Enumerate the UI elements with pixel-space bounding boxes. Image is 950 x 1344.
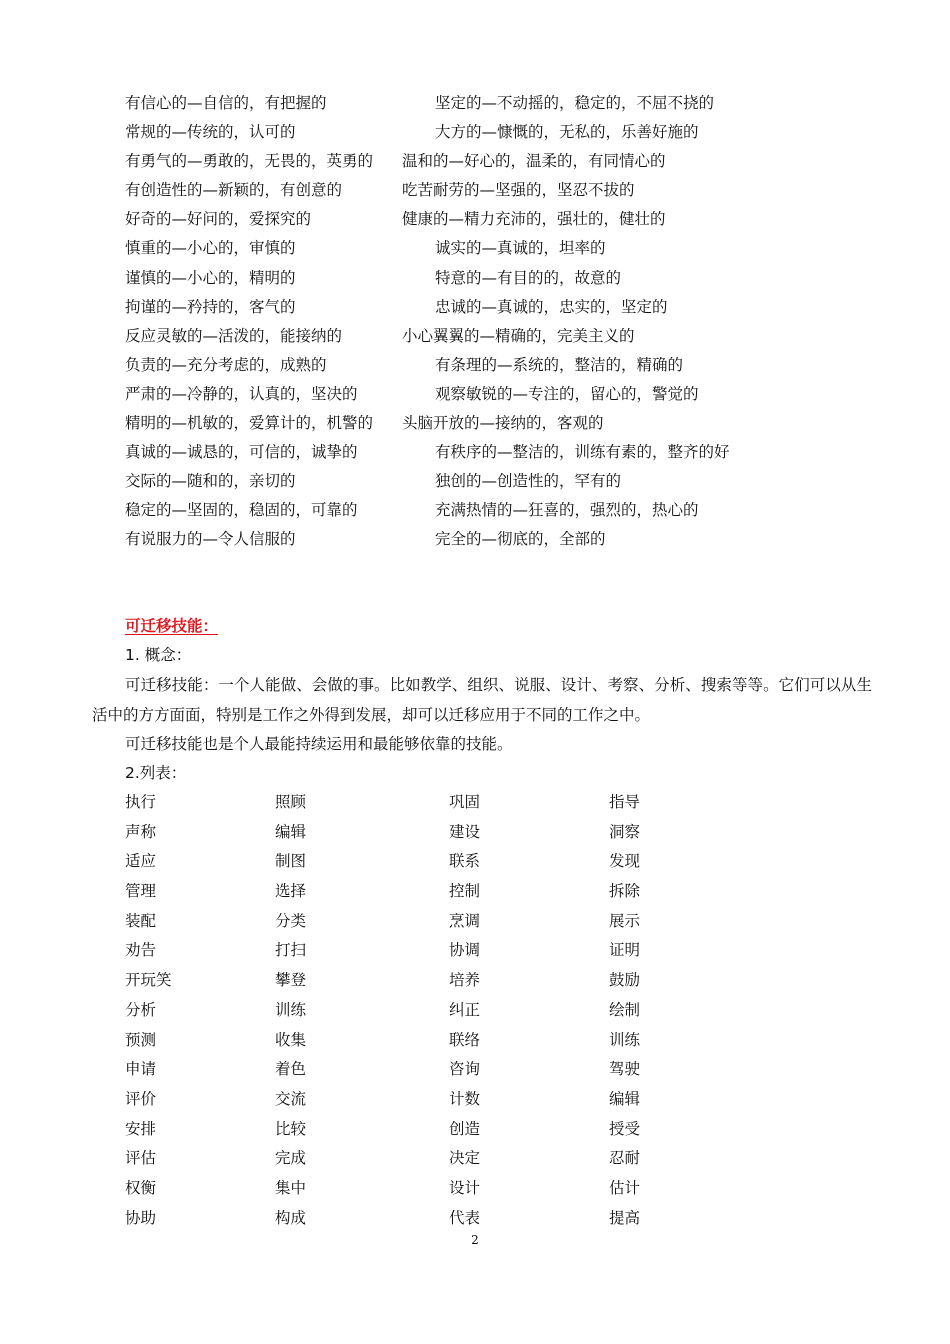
skill-row <box>125 907 725 937</box>
trait-right-text: 头脑开放的—接纳的，客观的 <box>402 414 604 433</box>
trait-right-text: 吃苦耐劳的—坚强的，坚忍不拔的 <box>402 181 635 200</box>
trait-row <box>125 264 845 293</box>
skill-cell: 完成 <box>275 1149 307 1168</box>
skill-cell: 绘制 <box>609 1000 641 1019</box>
trait-right-text: 充满热情的—狂喜的，强烈的，热心的 <box>435 501 699 520</box>
skill-cell: 执行 <box>125 793 157 811</box>
skill-cell: 协助 <box>125 1208 157 1227</box>
skill-cell: 构成 <box>275 1208 307 1227</box>
trait-left-text: 拘谨的—矜持的，客气的 <box>125 297 296 316</box>
skill-cell: 收集 <box>275 1030 307 1049</box>
skill-row <box>125 1204 725 1234</box>
skill-cell: 攀登 <box>275 971 307 990</box>
trait-left-text: 慎重的—小心的，审慎的 <box>125 239 296 258</box>
skill-cell: 管理 <box>125 882 157 901</box>
trait-right-text: 坚定的—不动摇的，稳定的，不屈不挠的 <box>435 94 715 112</box>
skill-cell: 比较 <box>275 1119 307 1138</box>
skill-cell: 联络 <box>449 1030 481 1049</box>
skill-cell: 开玩笑 <box>125 971 172 990</box>
skill-row <box>125 996 725 1026</box>
trait-left-text: 负责的—充分考虑的，成熟的 <box>125 355 327 374</box>
trait-right-text: 特意的—有目的的，故意的 <box>435 268 622 287</box>
skill-cell: 忍耐 <box>609 1149 641 1168</box>
skill-cell: 设计 <box>449 1178 481 1197</box>
skill-cell: 着色 <box>275 1060 307 1079</box>
trait-row <box>125 438 845 467</box>
skill-cell: 选择 <box>275 882 307 901</box>
traits-list <box>125 89 845 555</box>
skill-row <box>125 1055 725 1085</box>
skill-cell: 评价 <box>125 1089 157 1108</box>
skill-cell: 打扫 <box>275 941 307 960</box>
skill-cell: 编辑 <box>275 822 307 841</box>
skill-row <box>125 877 725 907</box>
skill-cell: 洞察 <box>609 822 641 841</box>
skill-cell: 培养 <box>449 971 481 990</box>
skill-cell: 展示 <box>609 911 641 930</box>
skill-row <box>125 1085 725 1115</box>
trait-row <box>125 496 845 525</box>
trait-row <box>125 118 845 147</box>
skill-cell: 制图 <box>275 852 307 871</box>
skill-cell: 授受 <box>609 1119 641 1138</box>
skill-row <box>125 1174 725 1204</box>
trait-row <box>125 409 845 438</box>
trait-left-text: 精明的—机敏的，爱算计的，机警的 <box>125 414 374 433</box>
skill-cell: 鼓励 <box>609 971 641 990</box>
skill-cell: 安排 <box>125 1119 157 1138</box>
trait-left-text: 有信心的—自信的，有把握的 <box>125 94 327 112</box>
trait-left-text: 交际的—随和的，亲切的 <box>125 472 296 491</box>
trait-left-text: 有创造性的—新颖的，有创意的 <box>125 181 343 200</box>
skill-cell: 编辑 <box>609 1089 641 1108</box>
skill-row <box>125 936 725 966</box>
skill-cell: 评估 <box>125 1149 157 1168</box>
trait-row <box>125 176 845 205</box>
skill-cell: 巩固 <box>449 793 481 811</box>
skill-row <box>125 818 725 848</box>
skill-cell: 估计 <box>609 1178 641 1197</box>
skill-cell: 纠正 <box>449 1000 481 1019</box>
skill-row <box>125 966 725 996</box>
concept-paragraph: 可迁移技能：一个人能做、会做的事。比如教学、组织、说服、设计、考察、分析、搜索等等。它们可以从生活中的方方面面，特别是工作之外得到发展，却可以迁移应用于不同的工作之中。 <box>92 676 872 724</box>
trait-row <box>125 293 845 322</box>
skill-cell: 申请 <box>125 1060 157 1079</box>
skill-cell: 分类 <box>275 911 307 930</box>
skill-cell: 劝告 <box>125 941 157 960</box>
trait-left-text: 谨慎的—小心的，精明的 <box>125 268 296 287</box>
skill-cell: 拆除 <box>609 882 641 901</box>
skill-cell: 建设 <box>449 822 481 841</box>
trait-row <box>125 322 845 351</box>
skill-cell: 分析 <box>125 1000 157 1019</box>
skill-cell: 创造 <box>449 1119 481 1138</box>
skill-cell: 装配 <box>125 911 157 930</box>
skill-cell: 烹调 <box>449 911 481 930</box>
trait-left-text: 常规的—传统的，认可的 <box>125 123 296 142</box>
trait-left-text: 真诚的—诚恳的，可信的，诚挚的 <box>125 443 358 462</box>
skill-cell: 联系 <box>449 852 481 871</box>
trait-row <box>125 525 845 554</box>
trait-right-text: 有条理的—系统的，整洁的，精确的 <box>435 355 684 374</box>
page-number: 2 <box>471 1233 479 1247</box>
trait-right-text: 健康的—精力充沛的，强壮的，健壮的 <box>402 210 666 229</box>
trait-right-text: 大方的—慷慨的，无私的，乐善好施的 <box>435 123 699 142</box>
skill-cell: 声称 <box>125 822 157 841</box>
skill-row <box>125 1144 725 1174</box>
skill-cell: 控制 <box>449 882 481 901</box>
concept-label: 1. 概念： <box>125 646 192 664</box>
skill-row <box>125 1026 725 1056</box>
list-label: 2.列表： <box>125 764 187 782</box>
concept-paragraph-2: 可迁移技能也是个人最能持续运用和最能够依靠的技能。 <box>125 735 513 753</box>
trait-left-text: 稳定的—坚固的，稳固的，可靠的 <box>125 501 358 520</box>
skill-cell: 集中 <box>275 1178 307 1197</box>
skill-cell: 驾驶 <box>609 1060 641 1079</box>
skill-cell: 训练 <box>609 1030 641 1049</box>
skill-cell: 提高 <box>609 1208 641 1227</box>
trait-left-text: 反应灵敏的—活泼的，能接纳的 <box>125 326 343 345</box>
skill-row <box>125 788 725 818</box>
skill-cell: 照顾 <box>275 793 307 811</box>
trait-right-text: 观察敏锐的—专注的，留心的，警觉的 <box>435 384 699 403</box>
trait-right-text: 诚实的—真诚的，坦率的 <box>435 239 606 258</box>
trait-right-text: 有秩序的—整洁的，训练有素的，整齐的好 <box>435 443 730 462</box>
trait-left-text: 有勇气的—勇敢的，无畏的，英勇的 <box>125 152 374 171</box>
skill-row <box>125 847 725 877</box>
trait-right-text: 小心翼翼的—精确的，完美主义的 <box>402 326 635 345</box>
skill-cell: 代表 <box>449 1208 481 1227</box>
skill-cell: 计数 <box>449 1089 481 1108</box>
skill-cell: 协调 <box>449 941 481 960</box>
skill-cell: 训练 <box>275 1000 307 1019</box>
skill-cell: 咨询 <box>449 1060 481 1079</box>
skill-cell: 发现 <box>609 852 641 871</box>
trait-row <box>125 147 845 176</box>
skill-cell: 预测 <box>125 1030 157 1049</box>
trait-row <box>125 351 845 380</box>
skill-cell: 决定 <box>449 1149 481 1168</box>
skill-row <box>125 1115 725 1145</box>
trait-row <box>125 234 845 263</box>
trait-right-text: 忠诚的—真诚的，忠实的，坚定的 <box>435 297 668 316</box>
trait-row <box>125 205 845 234</box>
section-heading: 可迁移技能： <box>125 617 219 635</box>
trait-right-text: 独创的—创造性的，罕有的 <box>435 472 622 491</box>
trait-row <box>125 89 845 118</box>
skill-cell: 指导 <box>609 793 641 811</box>
trait-left-text: 好奇的—好问的，爱探究的 <box>125 210 312 229</box>
skill-cell: 适应 <box>125 852 157 871</box>
trait-row <box>125 467 845 496</box>
skill-cell: 证明 <box>609 941 641 960</box>
trait-row <box>125 380 845 409</box>
trait-left-text: 严肃的—冷静的，认真的，坚决的 <box>125 384 358 403</box>
skills-table <box>125 788 725 1233</box>
skill-cell: 权衡 <box>125 1178 157 1197</box>
skill-cell: 交流 <box>275 1089 307 1108</box>
trait-left-text: 有说服力的—令人信服的 <box>125 530 296 549</box>
trait-right-text: 完全的—彻底的，全部的 <box>435 530 606 549</box>
trait-right-text: 温和的—好心的，温柔的，有同情心的 <box>402 152 666 171</box>
